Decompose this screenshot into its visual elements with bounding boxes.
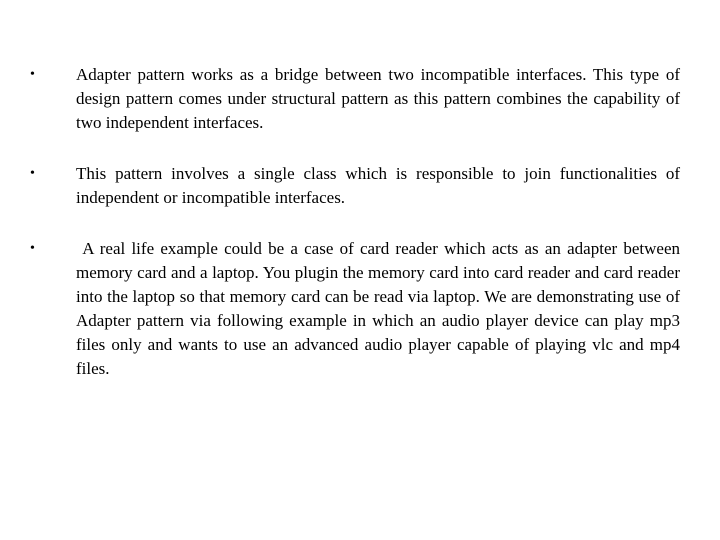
bullet-item-single-class: [30, 162, 680, 210]
bullet-text: This pattern involves a single class which is responsible to join functionalities of independent or incompatible interfaces.: [76, 164, 680, 207]
bullet-icon: •: [30, 241, 35, 256]
bullet-item-adapter-definition: [30, 63, 680, 135]
bullet-icon: •: [30, 166, 35, 181]
bullet-list: [30, 63, 685, 381]
bullet-text: A real life example could be a case of card reader which acts as an adapter between memory card and a laptop. You plugin the memory card into card reader and card reader into the laptop so that memory card can be read via laptop. We are demonstrating use of Adapter pattern via following example in which an audio player device can play mp3 files only and wants to use an advanced audio player capable of playing vlc and mp4 files.: [76, 239, 685, 378]
bullet-icon: •: [30, 67, 35, 82]
bullet-item-card-reader-example: [30, 237, 685, 381]
bullet-text: Adapter pattern works as a bridge between two incompatible interfaces. This type of design pattern comes under structural pattern as this pattern combines the capability of two independent interfaces.: [76, 65, 680, 132]
